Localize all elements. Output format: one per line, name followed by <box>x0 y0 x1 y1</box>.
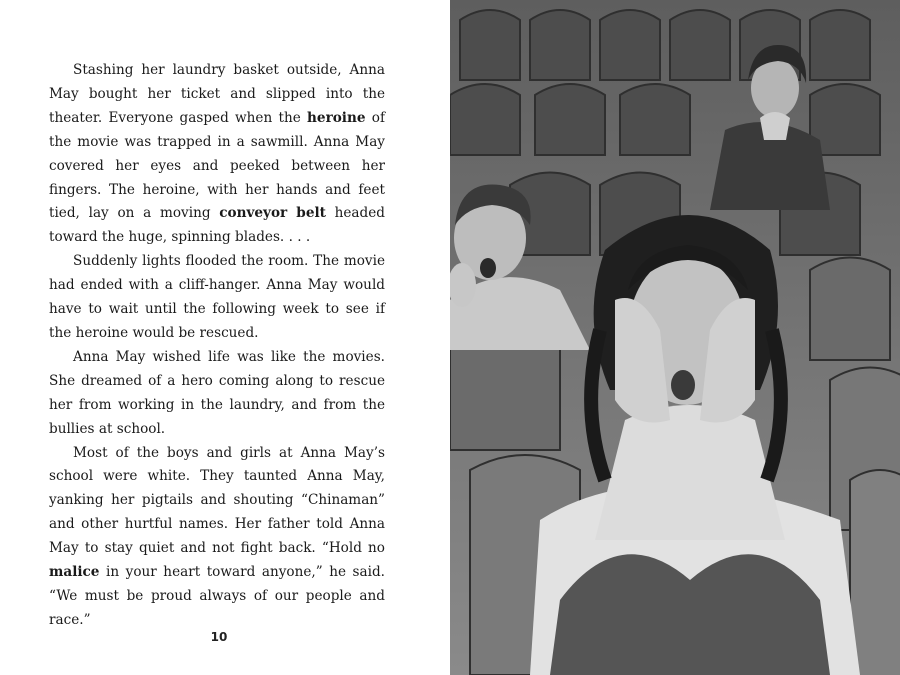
page-number: 10 <box>210 630 228 644</box>
story-text <box>49 59 385 633</box>
paragraph: Anna May wished life was like the movies. She dreamed of a hero coming along to rescue her from working in the laundry, and from the bullies at school. <box>49 348 385 437</box>
illustration-svg <box>450 0 900 675</box>
paragraph: Most of the boys and girls at Anna May’s school were white. They taunted Anna May, yanking her pigtails and shouting “Chinaman” and other hurtful names. Her father told Anna May to stay quiet and not fight back. “Hold no malice in your heart toward anyone,” he said. “We must be proud always of our people and race.” <box>49 444 385 628</box>
theater-illustration <box>450 0 900 675</box>
paragraph: Suddenly lights flooded the room. The movie had ended with a cliff-hanger. Anna May would have to wait until the following week to see if the heroine would be rescued. <box>49 253 385 341</box>
vocabulary-word: malice <box>49 564 100 581</box>
vocabulary-word: conveyor belt <box>219 205 326 222</box>
paragraph: Stashing her laundry basket outside, Anna May bought her ticket and slipped into the theater. Everyone gasped when the heroine of the movie was trapped in a sawmill. Anna May covered her eyes and peeked between her fingers. The heroine, with her hands and feet tied, lay on a moving conveyor belt headed toward the huge, spinning blades. . . . <box>49 62 385 246</box>
vocabulary-word: heroine <box>307 109 366 126</box>
